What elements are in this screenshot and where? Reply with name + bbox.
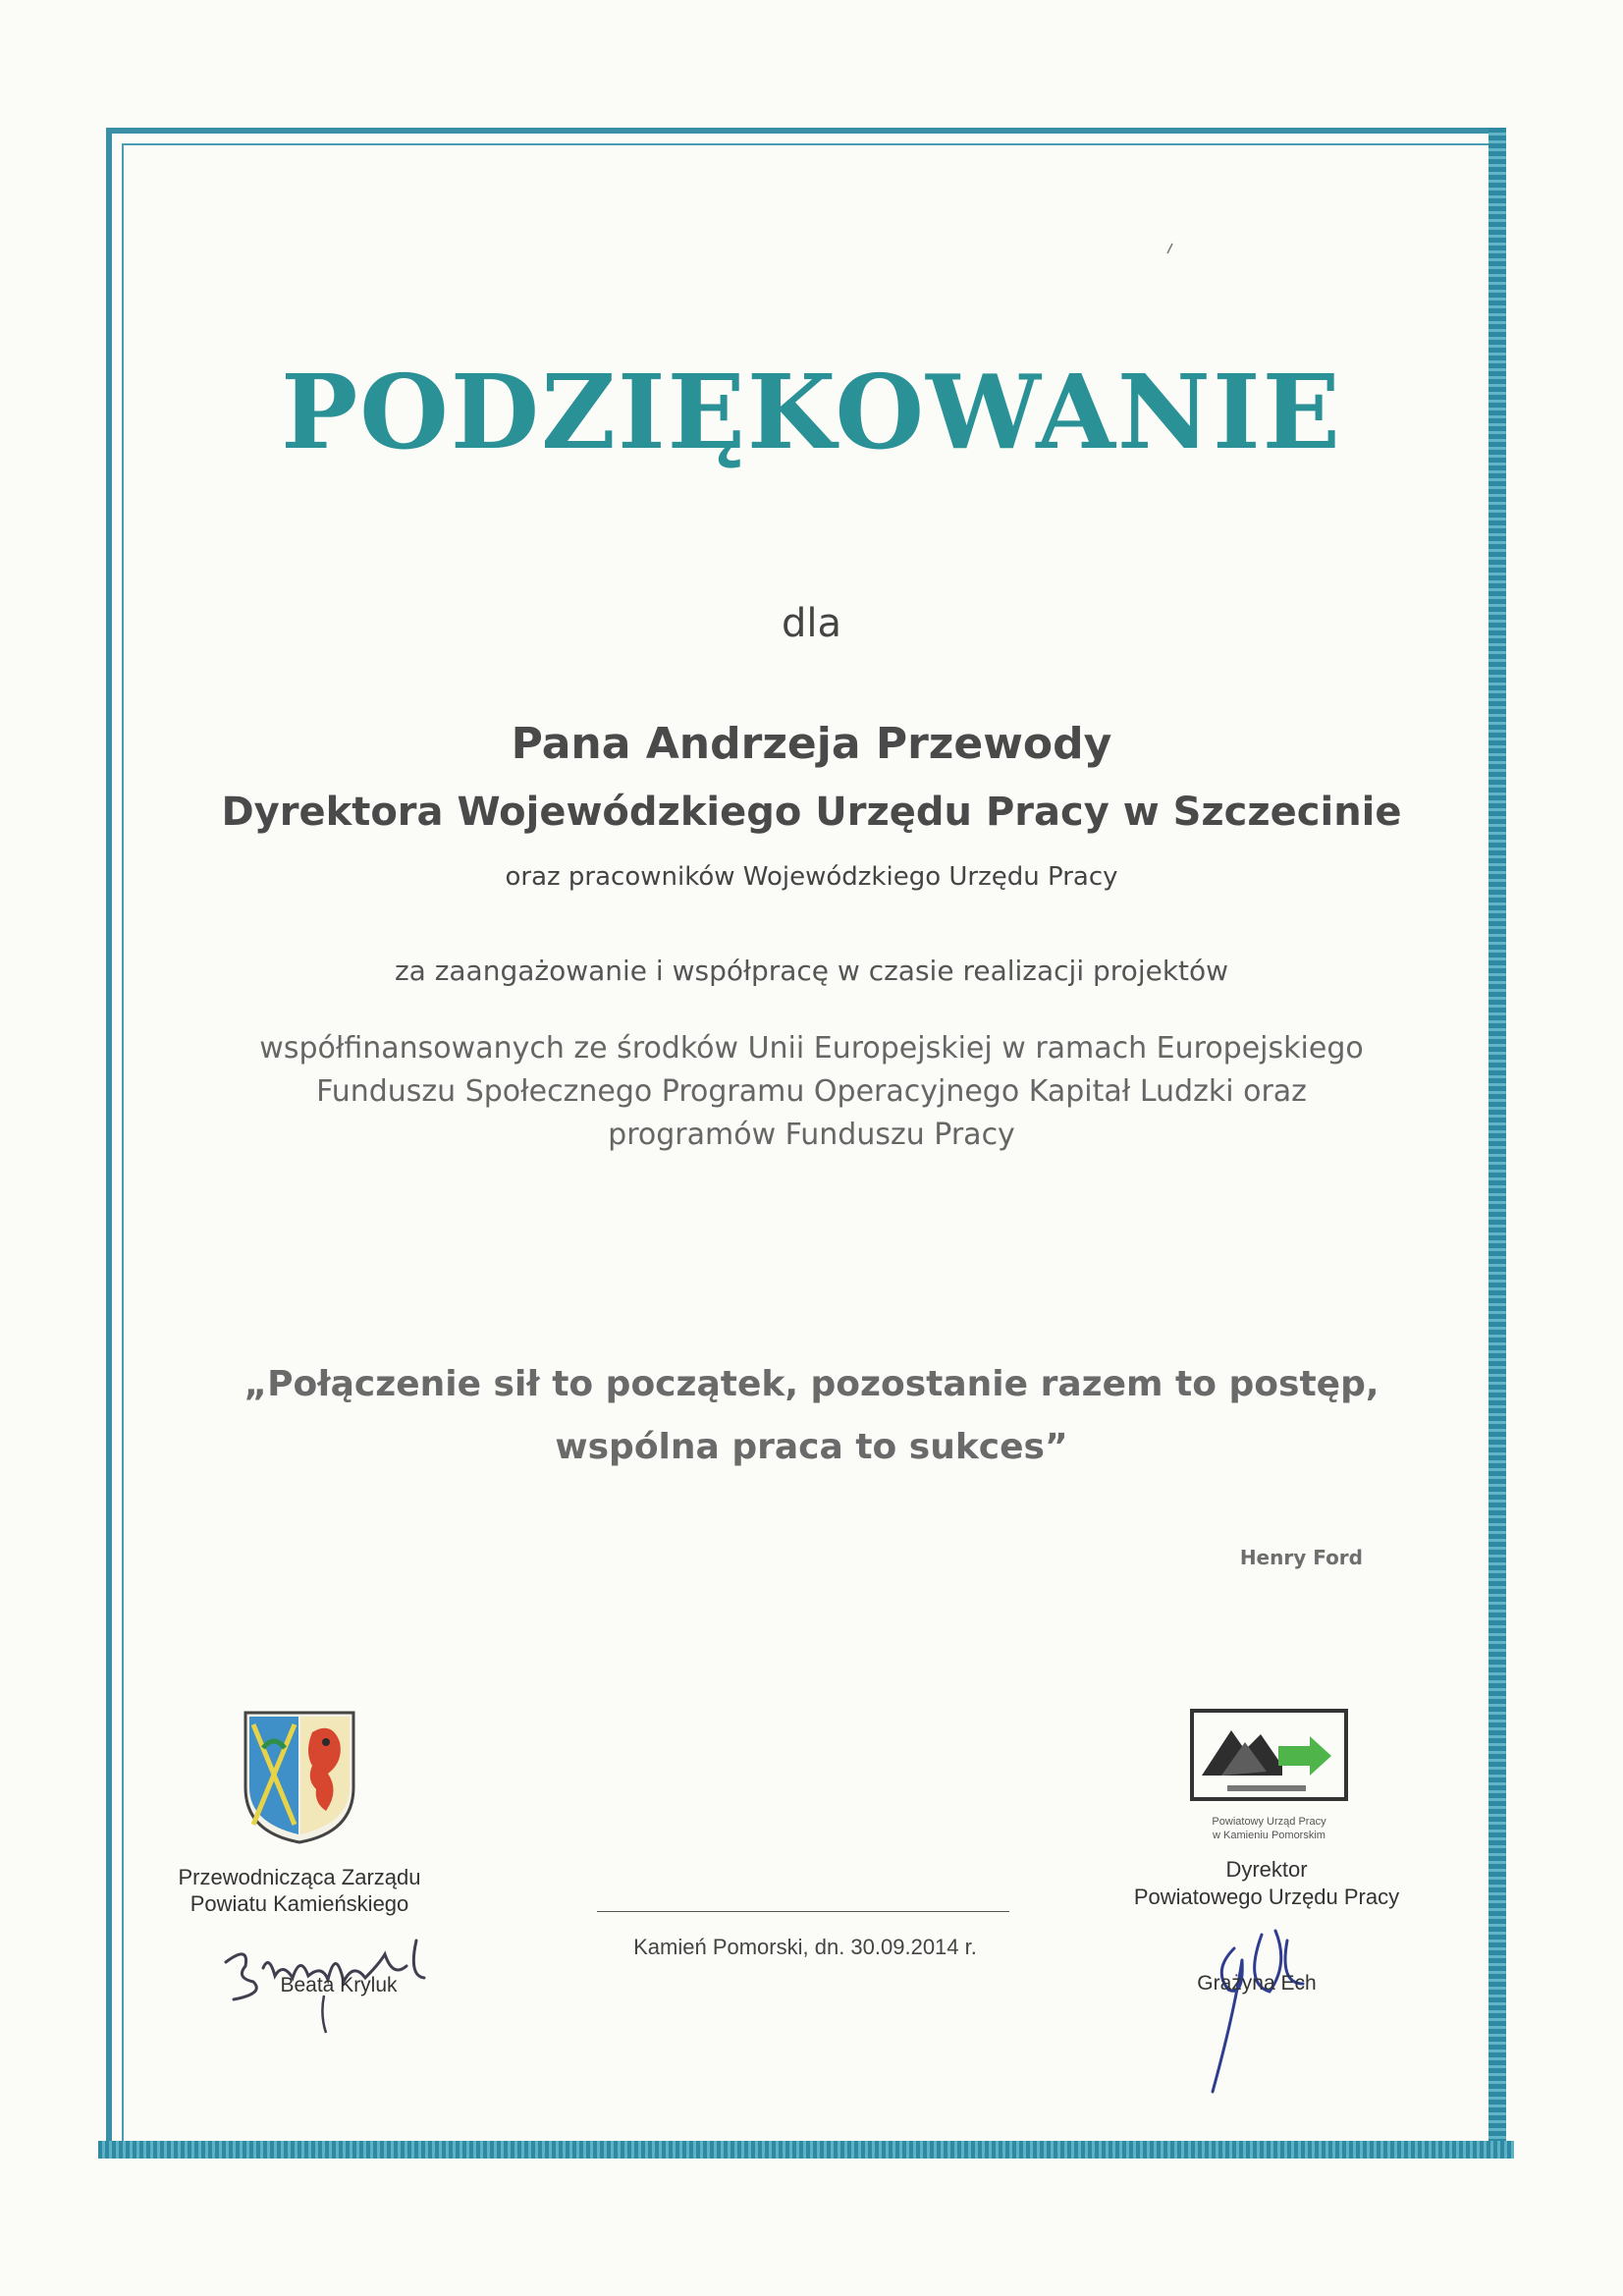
right-signature bbox=[1173, 1895, 1370, 2102]
projects-text bbox=[167, 1027, 1456, 1157]
recipient-name: Pana Andrzeja Przewody bbox=[511, 719, 1112, 769]
for-word: dla bbox=[781, 601, 841, 646]
date-divider bbox=[597, 1911, 1009, 1912]
certificate-title: PODZIĘKOWANIE bbox=[281, 352, 1342, 472]
labour-office-caption bbox=[1139, 1815, 1399, 1842]
labour-office-caption-line: w Kamieniu Pomorskim bbox=[1213, 1830, 1325, 1841]
right-signatory-title-line: Dyrektor bbox=[1225, 1857, 1308, 1882]
certificate-border-bottom-edge bbox=[98, 2141, 1514, 2159]
labour-office-logo-icon bbox=[1188, 1707, 1350, 1803]
quote-line: wspólna praca to sukces” bbox=[555, 1427, 1068, 1467]
projects-line: Funduszu Społecznego Programu Operacyjnego Kapitał Ludzki oraz bbox=[316, 1074, 1307, 1109]
left-signature bbox=[206, 1907, 461, 2035]
projects-line: współfinansowanych ze środków Unii Europejskiej w ramach Europejskiego bbox=[259, 1031, 1364, 1066]
recipient-staff: oraz pracowników Wojewódzkiego Urzędu Pracy bbox=[505, 862, 1118, 892]
recipient-position: Dyrektora Wojewódzkiego Urzędu Pracy w Szczecinie bbox=[221, 790, 1402, 835]
thanks-reason: za zaangażowanie i współpracę w czasie realizacji projektów bbox=[394, 955, 1229, 987]
pen-mark bbox=[1164, 242, 1174, 255]
place-and-date: Kamień Pomorski, dn. 30.09.2014 r. bbox=[633, 1935, 977, 1959]
right-signatory-title-line: Powiatowego Urzędu Pracy bbox=[1133, 1885, 1400, 1909]
labour-office-caption-line: Powiatowy Urząd Pracy bbox=[1212, 1816, 1326, 1828]
quote bbox=[157, 1353, 1466, 1479]
right-signatory-name: Grażyna Ech bbox=[1197, 1972, 1317, 1995]
quote-author: Henry Ford bbox=[1239, 1546, 1363, 1569]
county-coat-of-arms-icon bbox=[242, 1709, 357, 1846]
left-signatory-name: Beata Kryluk bbox=[280, 1974, 398, 1996]
left-signatory-title-line: Powiatu Kamieńskiego bbox=[189, 1891, 409, 1916]
projects-line: programów Funduszu Pracy bbox=[608, 1118, 1015, 1152]
left-signatory-title-line: Przewodnicząca Zarządu bbox=[178, 1865, 421, 1889]
quote-line: „Połączenie sił to początek, pozostanie razem to postęp, bbox=[243, 1364, 1380, 1404]
